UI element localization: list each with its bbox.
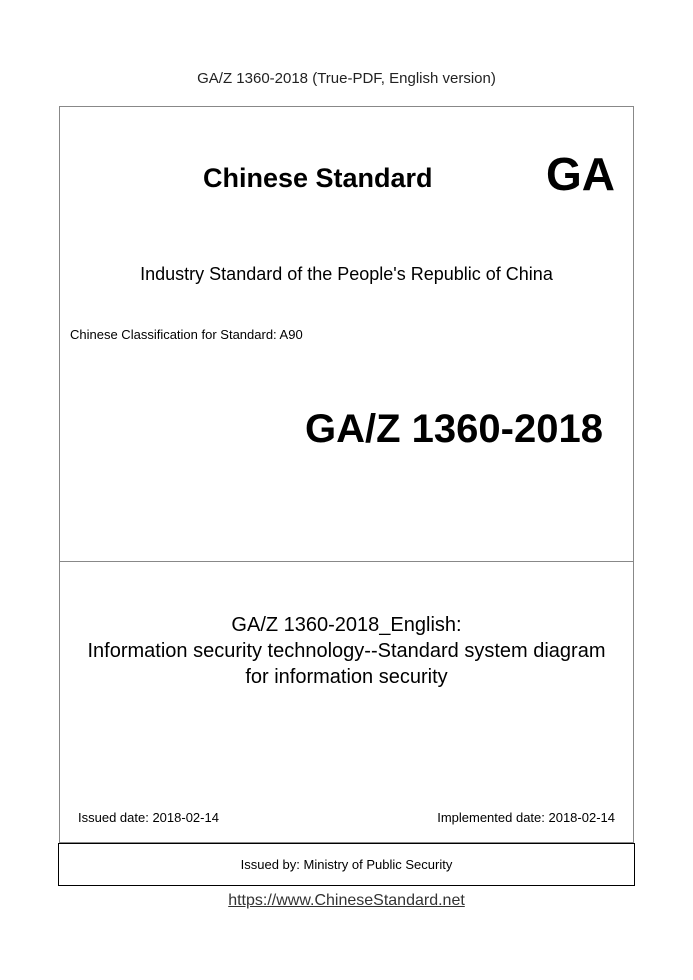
ga-mark: GA	[546, 148, 615, 200]
standard-number: GA/Z 1360-2018	[305, 407, 603, 451]
title-line-3: for information security	[245, 666, 448, 688]
chinese-standard-heading: Chinese Standard	[203, 163, 433, 193]
implemented-date: Implemented date: 2018-02-14	[437, 810, 615, 825]
document-title	[59, 612, 634, 690]
issued-date: Issued date: 2018-02-14	[78, 810, 219, 825]
title-line-2: Information security technology--Standard system diagram	[87, 640, 606, 662]
classification-line: Chinese Classification for Standard: A90	[70, 327, 303, 342]
industry-standard-line: Industry Standard of the People's Republic of China	[140, 264, 553, 284]
issuer-text: Issued by: Ministry of Public Security	[240, 857, 453, 872]
document-header: GA/Z 1360-2018 (True-PDF, English version)	[197, 70, 496, 87]
footer	[0, 892, 693, 910]
title-line-1: GA/Z 1360-2018_English:	[231, 614, 462, 636]
website-link[interactable]: https://www.ChineseStandard.net	[228, 892, 465, 909]
issuer-box	[58, 843, 635, 886]
cover-title-frame	[59, 561, 634, 843]
